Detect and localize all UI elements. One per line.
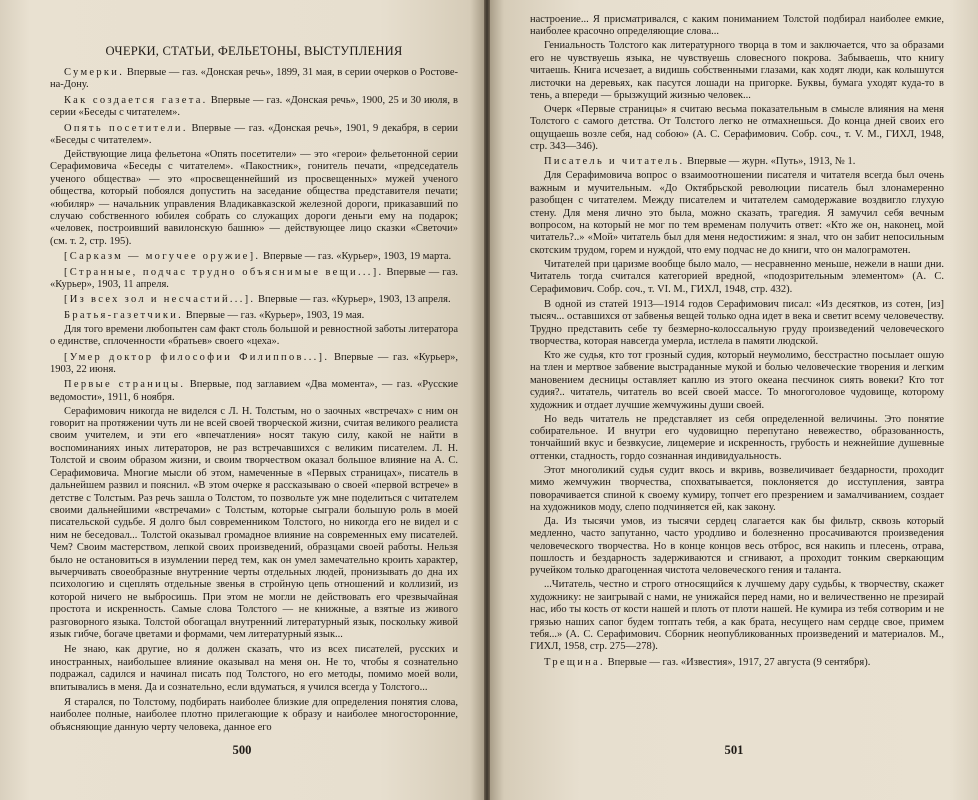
paragraph	[50, 644, 458, 694]
paragraph-text: Для Серафимовича вопрос о взаимоотношении писателя и читателя всегда был очень важным и мучительным. «До Октябрьской революции писатель был злонамеренно разобщен с читателем. Между писателем и читателем самодержавие воздвигло глухую стену. Для меня лично это была, можно сказать, трагедия. Я замучил себя вечным вопросом, на который не мог по тем временам получить ответ: «Кто же он, наконец, мой читатель?..» «Мой» читатель был для меня недостижим: я знал, что он забит непосильным скотским трудом, горем и нуждой, что ему подчас не до книги, что он малограмотен.	[530, 170, 944, 256]
paragraph-text: Впервые — газ. «Курьер», 1903, 19 мая.	[183, 309, 365, 321]
paragraph-text: Впервые — газ. «Известия», 1917, 27 августа (9 сентября).	[604, 656, 871, 668]
paragraph	[530, 170, 944, 257]
running-head: ОЧЕРКИ, СТАТЬИ, ФЕЛЬЕТОНЫ, ВЫСТУПЛЕНИЯ	[105, 44, 403, 58]
paragraph	[530, 104, 944, 154]
paragraph-text: Действующие лица фельетона «Опять посетители» — это «герои» фельетонной серии Серафимовича «Беседы с читателем». «Пакостник», гонитель печати, «председатель ученого общества» — это «просвещеннейший из просвещенных» мужей ученого общества, который побоялся допустить на заседание общества представителя печати; «юбиляр» — начальник управления Владикавказской железной дороги, приказавший по случаю собственного юбилея собрать со служащих дороги деньги ему на подарок; «человек, построивший вавилонскую башню» — действующее лицо сказки «Светочи» (см. т. 2, стр. 195).	[50, 148, 458, 247]
paragraph	[50, 379, 458, 404]
paragraph-text: Впервые — газ. «Донская речь», 1900, 25 и 30 июля, в серии «Беседы с читателем».	[50, 94, 458, 119]
paragraph	[530, 579, 944, 653]
paragraph-text: В одной из статей 1913—1914 годов Серафимович писал: «Из десятков, из сотен, [из] тысяч... оставшихся от забвенья вещей только одна идет в века и светит всему человечеству. Трудно представить себе ту безмерно-колоссальную груду произведений человеческого творчества, которая навсегда умерла, истлела в памяти людской.	[530, 298, 944, 348]
entry-title: Братья-газетчики.	[64, 309, 184, 321]
paragraph-text: Я старался, по Толстому, подбирать наиболее близкие для определения понятия слова, наиболее полные, наиболее плотно прилегающие к образу и наиболее многосторонние, объясняющие данную черту человека, данное его	[50, 697, 458, 733]
paragraph-text: Впервые — газ. «Курьер», 1903, 13 апреля.	[255, 294, 451, 306]
right-page	[490, 0, 978, 800]
paragraph-text: Впервые — газ. «Донская речь», 1899, 31 мая, в серии очерков о Ростове-на-Дону.	[50, 67, 458, 91]
paragraph	[50, 697, 458, 734]
paragraph-text: Читателей при царизме вообще было мало, — несравненно меньше, нежели в наши дни. Читатель тогда считался категорией вредной, «подозрительным элементом» (А. С. Серафимович. Собр. соч., т. VI. М., ГИХЛ, 1948, стр. 432).	[530, 258, 944, 295]
entry-title: Первые страницы.	[64, 379, 186, 391]
paragraph-text: Для того времени любопытен сам факт столь большой и ревностной заботы литератора о единстве, сплоченности «братьев» своего «цеха».	[50, 323, 458, 348]
paragraph-text: Гениальность Толстого как литературного творца в том и заключается, что за образами его не чувствуешь языка, не чувствуешь словесного покрова. Забываешь, что книгу читаешь. Книга исчезает, а видишь собственными глазами, как ходят люди, как колышутся листочки на деревьях, как пасутся лошади на пригорке. Буквы, бумага уходят куда-то в тень, а впереди — брызжущий жизнью человек...	[530, 40, 944, 101]
entry-title: Писатель и читатель.	[544, 156, 685, 168]
paragraph	[50, 251, 458, 263]
paragraph-text: ...Читатель, честно и строго относящийся к лучшему дару судьбы, к творчеству, скажет художнику: не заигрывай с нами, не унижайся перед нами, но и величественно не презирай нас, ибо ты кость от кости нашей и плоть от плоти нашей. Не кумира из тебя сотворим и не грязью наших сапог будем топтать тебя, а как брата, несущего нам сердце свое, примем тебя...» (А. С. Серафимович. Сборник неопубликованных произведений и материалов. М., ГИХЛ, 1958, стр. 275—278).	[530, 579, 944, 653]
paragraph	[50, 352, 458, 377]
paragraph	[50, 95, 458, 120]
entry-title: [Сарказм — могучее оружие].	[64, 251, 261, 263]
paragraph-text: Этот многоликий судья судит вкось и вкривь, возвеличивает бездарности, проходит мимо жемчужин творчества, спохватывается, поклоняется до исступления, завтра поворачивается спиной к своему кумиру, топчет его презрением и замалчиванием, создает на художников моду, слепо подчиняется ей, как закону.	[530, 464, 944, 513]
paragraph	[50, 324, 458, 349]
paragraph	[50, 406, 458, 642]
paragraph-text: Впервые — журн. «Путь», 1913, № 1.	[684, 156, 856, 168]
paragraph-text: Впервые — газ. «Курьер», 1903, 11 апреля.	[50, 266, 458, 290]
right-page-text	[530, 14, 944, 669]
paragraph	[50, 267, 458, 292]
paragraph	[50, 310, 458, 322]
left-page	[0, 0, 484, 800]
paragraph	[530, 350, 944, 412]
paragraph	[530, 414, 944, 464]
paragraph	[530, 14, 944, 39]
page-number: 500	[232, 743, 252, 757]
entry-title: Опять посетители.	[64, 122, 188, 134]
paragraph-text: Впервые — газ. «Донская речь», 1901, 9 декабря, в серии «Беседы с читателем».	[50, 122, 459, 147]
paragraph-text: Но ведь читатель не представляет из себя определенной величины. Это понятие собирательное. И внутри его чудовищно перепутано невежество, образованность, тончайший вкус и безвкусие, лицемерие и искренность, грубость и нежнейшие душевные оттенки, стадность, гордо сознанная индивидуальность.	[530, 413, 944, 462]
entry-title: [Странные, подчас трудно объяснимые вещи...].	[64, 266, 384, 278]
paragraph-text: Впервые — газ. «Курьер», 1903, 22 июня.	[50, 351, 458, 375]
entry-title: [Умер доктор философии Филиппов...].	[64, 351, 330, 363]
paragraph	[50, 294, 458, 306]
paragraph	[50, 149, 458, 248]
paragraph	[530, 465, 944, 515]
paragraph-text: Не знаю, как другие, но я должен сказать, что из всех писателей, русских и иностранных, наибольшее влияние оказывал на меня он. Не то, чтобы я сознательно подражал, садился и начинал писать под Толстого, но его методы, помимо моей воли, впитывались в меня. Да и сознательно, если вдуматься, я учился всегда у Толстого...	[50, 644, 458, 693]
paragraph-text: Впервые, под заглавием «Два момента», — газ. «Русские ведомости», 1911, 6 ноября.	[50, 379, 458, 403]
page-number: 501	[724, 743, 744, 757]
paragraph	[530, 156, 944, 168]
left-page-text	[50, 67, 458, 734]
entry-title: [Из всех зол и несчастий...].	[64, 294, 256, 306]
paragraph	[50, 123, 458, 148]
paragraph	[530, 259, 944, 296]
paragraph-text: Серафимович никогда не виделся с Л. Н. Толстым, но о заочных «встречах» с ним он говорит на протяжении чуть ли не всей своей творческой жизни, считая великого реалиста своим учителем, и эти его «впечатления» носят такую силу, какой не найти в воспоминаниях иных литераторов, не раз встречавшихся с великим писателем. Л. Н. Толстой и своим образом жизни, и своим творчеством оказал большое влияние на А. С. Серафимовича. Многие мысли об этом, намеченные в «Первых страницах», писатель в дальнейшем развил и пояснил. «В этом очерке я рассказываю о своей «первой встрече» в детстве с Толстым. Раз речь зашла о Толстом, то позвольте уж мне поделиться с читателем своими дальнейшими «встречами» с Толстым, которые сыграли большую роль в моей писательской судьбе. Я долго был современником Толстого, но никогда его не видел и с ним не беседовал... Толстой оказывал громадное влияние на современных ему писателей. Чем? Своим мастерством, лепкой своих произведений, образцами своей работы. Нельзя было не остановиться в изумлении перед тем, как он умел замечательно кроить характер, вычерчивать своеобразные внутренние черты отдельных людей, пронизывать до дна их психологию и сцеплять отдельные звенья в стройную цепь отношений и коллизий, из которой ничего не выбросишь. При этом не могли не действовать его чрезвычайная простота и искренность. Самые слова Толстого — не книжные, а взятые из живого разговорного языка. Толстой обогащал внутренний литературный язык, поскольку живой язык гибче, богаче цветами и формами, чем литературный язык...	[50, 405, 458, 640]
entry-title: Как создается газета.	[64, 94, 208, 106]
paragraph	[530, 657, 944, 669]
entry-title: Трещина.	[544, 656, 605, 668]
paragraph	[530, 40, 944, 102]
paragraph-text: Впервые — газ. «Курьер», 1903, 19 марта.	[260, 251, 452, 263]
paragraph-text: настроение... Я присматривался, с каким пониманием Толстой подбирал наиболее емкие, наиболее красочно определяющие слова...	[530, 14, 944, 38]
paragraph	[530, 299, 944, 349]
paragraph	[530, 516, 944, 578]
paragraph	[50, 67, 458, 92]
paragraph-text: Да. Из тысячи умов, из тысячи сердец слагается как бы фильтр, сквозь который медленно, часто запутанно, часто уродливо и болезненно просачиваются произведения человеческого творчества. Но в конце концов весь отброс, вся накипь и плесень, отрава, пошлость и бездарность задерживаются и сгнивают, а проходит тонким сверкающим ручейком только драгоценная чистота человеческого гения и таланта.	[530, 515, 944, 577]
paragraph-text: Кто же судья, кто тот грозный судия, который неумолимо, бесстрастно посылает ошую на тлен и мертвое забвение выстраданные мукой и болью человеческие творения и легким мановением десницы оставляет каплю из этого океана песчинок сиять вовеки? Кто тот судия?.. читатель, читатель во всей своей массе. То многоголовое чудовище, которому художник и отдает лучшие жемчужины души своей.	[530, 350, 944, 411]
entry-title: Сумерки.	[64, 67, 125, 78]
paragraph-text: Очерк «Первые страницы» я считаю весьма показательным в смысле влияния на меня Толстого с самого детства. От Толстого легко не отмахнешься. До конца дней своих его ощущаешь возле себя, над собою» (А. С. Серафимович. Собр. соч., т. V. М., ГИХЛ, 1948, стр. 343—346).	[530, 103, 944, 153]
